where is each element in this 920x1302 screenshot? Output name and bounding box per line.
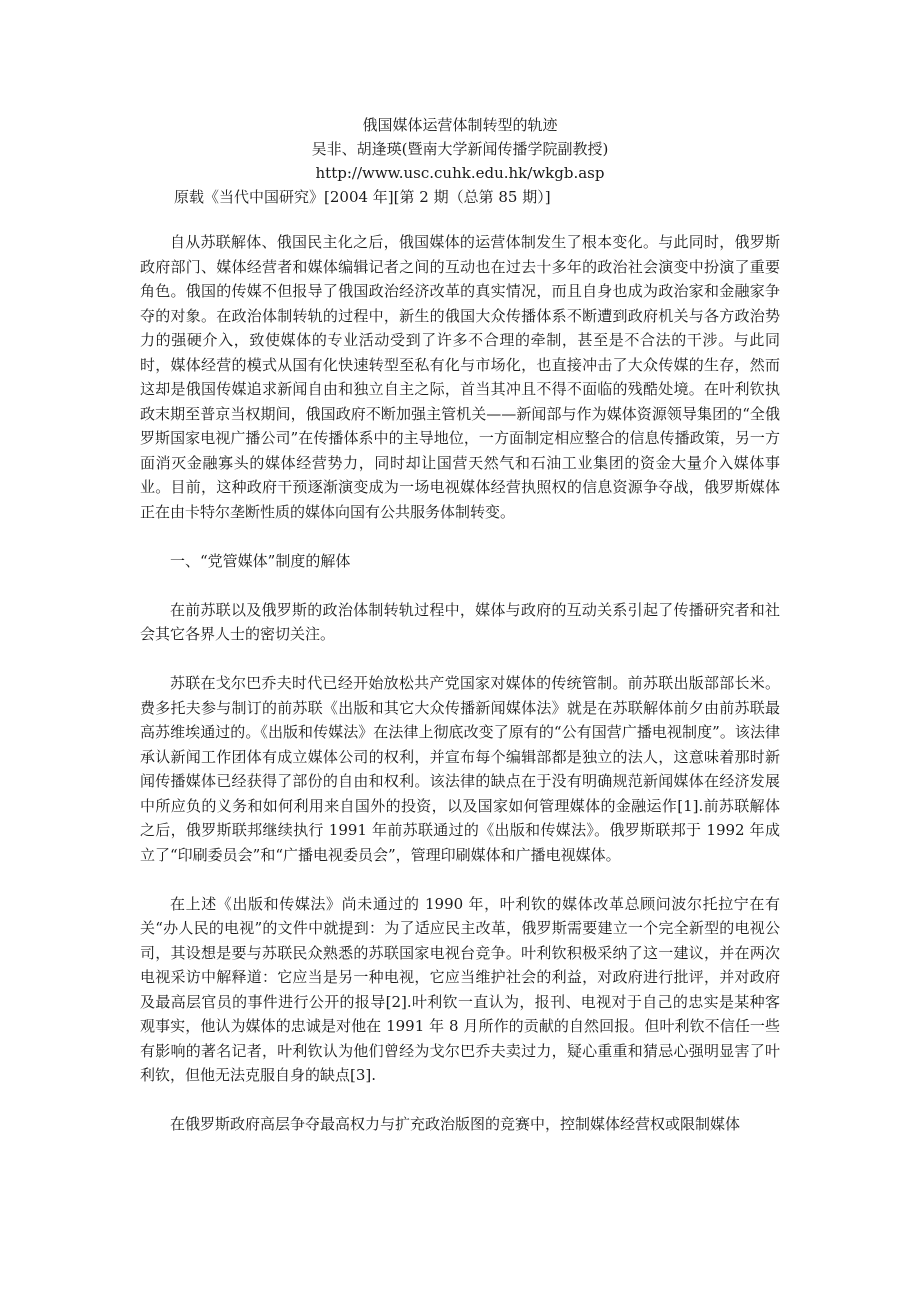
paragraph: 苏联在戈尔巴乔夫时代已经开始放松共产党国家对媒体的传统管制。前苏联出版部部长米。费多托夫参与制订的前苏联《出版和其它大众传播新闻媒体法》就是在苏联解体前夕由前苏联最高苏维埃通过的。《出版和传媒法》在法律上彻底改变了原有的“公有国营广播电视制度”。该法律承认新闻工作团体有成立媒体公司的权利，并宣布每个编辑部都是独立的法人，这意味着那时新闻传播媒体已经获得了部份的自由和权利。该法律的缺点在于没有明确规范新闻媒体在经济发展中所应负的义务和如何利用来自国外的投资，以及国家如何管理媒体的金融运作[1].前苏联解体之后，俄罗斯联邦继续执行 1991 年前苏联通过的《出版和传媒法》。俄罗斯联邦于 1992 年成立了“印刷委员会”和“广播电视委员会”，管理印刷媒体和广播电视媒体。 [140, 674, 780, 864]
article-header [140, 113, 780, 209]
paragraph: 在俄罗斯政府高层争夺最高权力与扩充政治版图的竞赛中，控制媒体经营权或限制媒体 [170, 1115, 741, 1133]
article-title: 俄国媒体运营体制转型的轨迹 [362, 116, 558, 134]
section-heading: 一、“党管媒体”制度的解体 [170, 551, 351, 570]
article-body [140, 230, 780, 1161]
paragraph-intro: 自从苏联解体、俄国民主化之后，俄国媒体的运营体制发生了根本变化。与此同时，俄罗斯政府部门、媒体经营者和媒体编辑记者之间的互动也在过去十多年的政治社会演变中扮演了重要角色。俄国的传媒不但报导了俄国政治经济改革的真实情况，而且自身也成为政治家和金融家争夺的对象。在政治体制转轨的过程中，新生的俄国大众传播体系不断遭到政府机关与各方政治势力的强硬介入，致使媒体的专业活动受到了许多不合理的牵制，甚至是不合法的干涉。与此同时，媒体经营的模式从国有化快速转型至私有化与市场化，也直接冲击了大众传媒的生存，然而这却是俄国传媒追求新闻自由和独立自主之际，首当其冲且不得不面临的残酷处境。在叶利钦执政末期至普京当权期间，俄国政府不断加强主管机关——新闻部与作为媒体资源领导集团的“全俄罗斯国家电视广播公司”在传播体系中的主导地位，一方面制定相应整合的信息传播政策，另一方面消灭金融寡头的媒体经营势力，同时却让国营天然气和石油工业集团的资金大量介入媒体事业。目前，这种政府干预逐渐演变成为一场电视媒体经营执照权的信息资源争夺战，俄罗斯媒体正在由卡特尔垄断性质的媒体向国有公共服务体制转变。 [140, 233, 780, 521]
article-source: 原载《当代中国研究》[2004 年][第 2 期（总第 85 期）] [174, 188, 551, 206]
article-authors: 吴非、胡逢瑛(暨南大学新闻传播学院副教授) [311, 140, 609, 158]
paragraph: 在前苏联以及俄罗斯的政治体制转轨过程中，媒体与政府的互动关系引起了传播研究者和社会其它各界人士的密切关注。 [140, 600, 780, 643]
article-url: http://www.usc.cuhk.edu.hk/wkgb.asp [315, 164, 605, 182]
paragraph: 在上述《出版和传媒法》尚未通过的 1990 年，叶利钦的媒体改革总顾问波尔托拉宁在有关“办人民的电视”的文件中就提到：为了适应民主改革，俄罗斯需要建立一个完全新型的电视公司，其设想是要与苏联民众熟悉的苏联国家电视台竞争。叶利钦积极采纳了这一建议，并在两次电视采访中解释道：它应当是另一种电视，它应当维护社会的利益，对政府进行批评，并对政府及最高层官员的事件进行公开的报导[2].叶利钦一直认为，报刊、电视对于自己的忠实是某种客观事实，他认为媒体的忠诚是对他在 1991 年 8 月所作的贡献的自然回报。但叶利钦不信任一些有影响的著名记者，叶利钦认为他们曾经为戈尔巴乔夫卖过力，疑心重重和猜忌心强明显害了叶利钦，但他无法克服自身的缺点[3]. [140, 894, 780, 1084]
